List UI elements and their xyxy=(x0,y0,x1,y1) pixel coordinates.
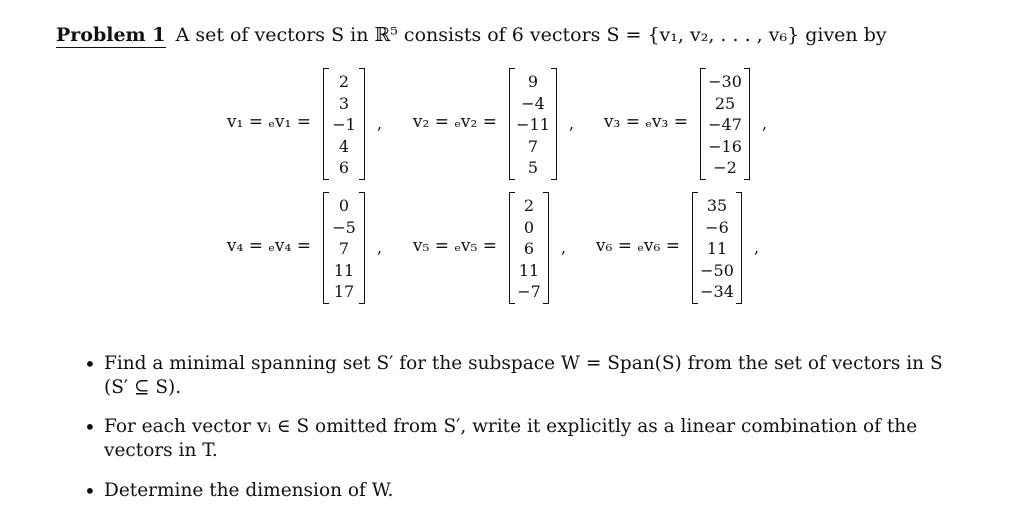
task-list xyxy=(84,352,964,518)
vector-v4-entries xyxy=(329,195,359,303)
vector-v1-label: v₁ = ₑv₁ = xyxy=(226,112,311,132)
entry: −2 xyxy=(713,158,737,177)
entry: 7 xyxy=(527,136,539,156)
task-item: • For each vector vᵢ ∈ S omitted from S′, write it explicitly as a linear combination of the vectors in T. xyxy=(84,415,964,463)
vector-v2 xyxy=(412,68,575,180)
entry: 0 xyxy=(523,217,535,237)
vector-v2-entries xyxy=(515,71,551,179)
entry: 9 xyxy=(527,72,539,91)
separator: , xyxy=(754,238,760,257)
entry: 2 xyxy=(338,72,350,91)
entry: −11 xyxy=(516,115,550,134)
vector-v3-entries xyxy=(706,71,744,179)
entry: 6 xyxy=(523,239,535,258)
vector-v5-entries xyxy=(515,195,543,303)
vector-v4 xyxy=(226,192,383,304)
right-bracket xyxy=(359,68,365,180)
vector-v4-label: v₄ = ₑv₄ = xyxy=(226,236,311,256)
vector-v2-label: v₂ = ₑv₂ = xyxy=(412,112,497,132)
task-item: • Determine the dimension of W. xyxy=(84,479,964,503)
right-bracket xyxy=(359,192,365,304)
vector-v5-label: v₅ = ₑv₅ = xyxy=(412,236,497,256)
entry: −47 xyxy=(708,115,742,134)
separator: , xyxy=(377,238,383,257)
problem-label: Problem 1 xyxy=(56,24,166,46)
vector-v5 xyxy=(412,192,567,304)
entry: −5 xyxy=(332,217,356,237)
entry: 35 xyxy=(706,196,728,215)
problem-header xyxy=(56,24,887,46)
vector-v6 xyxy=(595,192,760,304)
separator: , xyxy=(569,114,575,133)
entry: 7 xyxy=(338,239,350,258)
entry: −34 xyxy=(700,282,734,301)
vector-v1 xyxy=(226,68,383,180)
entry: −30 xyxy=(708,72,742,91)
entry: 6 xyxy=(338,158,350,177)
entry: 2 xyxy=(523,196,535,215)
separator: , xyxy=(561,238,567,257)
entry: −16 xyxy=(708,136,742,156)
vector-v1-entries xyxy=(329,71,359,179)
entry: 17 xyxy=(333,282,355,301)
vector-v6-entries xyxy=(698,195,736,303)
right-bracket xyxy=(744,68,750,180)
entry: 11 xyxy=(706,239,728,258)
separator: , xyxy=(762,114,768,133)
entry: 3 xyxy=(338,93,350,113)
task-item: • Find a minimal spanning set S′ for the subspace W = Span(S) from the set of vectors in S (S′ ⊆ S). xyxy=(84,352,964,400)
entry: −1 xyxy=(332,115,356,134)
entry: 5 xyxy=(527,158,539,177)
right-bracket xyxy=(543,192,549,304)
entry: 11 xyxy=(518,260,540,280)
right-bracket xyxy=(736,192,742,304)
entry: 25 xyxy=(714,93,736,113)
entry: −6 xyxy=(705,217,729,237)
entry: −50 xyxy=(700,260,734,280)
entry: 11 xyxy=(333,260,355,280)
vector-v6-label: v₆ = ₑv₆ = xyxy=(595,236,680,256)
vector-v3-label: v₃ = ₑv₃ = xyxy=(603,112,688,132)
vector-v3 xyxy=(603,68,768,180)
entry: −7 xyxy=(517,282,541,301)
separator: , xyxy=(377,114,383,133)
right-bracket xyxy=(551,68,557,180)
problem-statement: A set of vectors S in ℝ⁵ consists of 6 vectors S = {v₁, v₂, . . . , v₆} given by xyxy=(175,24,887,46)
entry: −4 xyxy=(521,93,545,113)
entry: 4 xyxy=(338,136,350,156)
entry: 0 xyxy=(338,196,350,215)
